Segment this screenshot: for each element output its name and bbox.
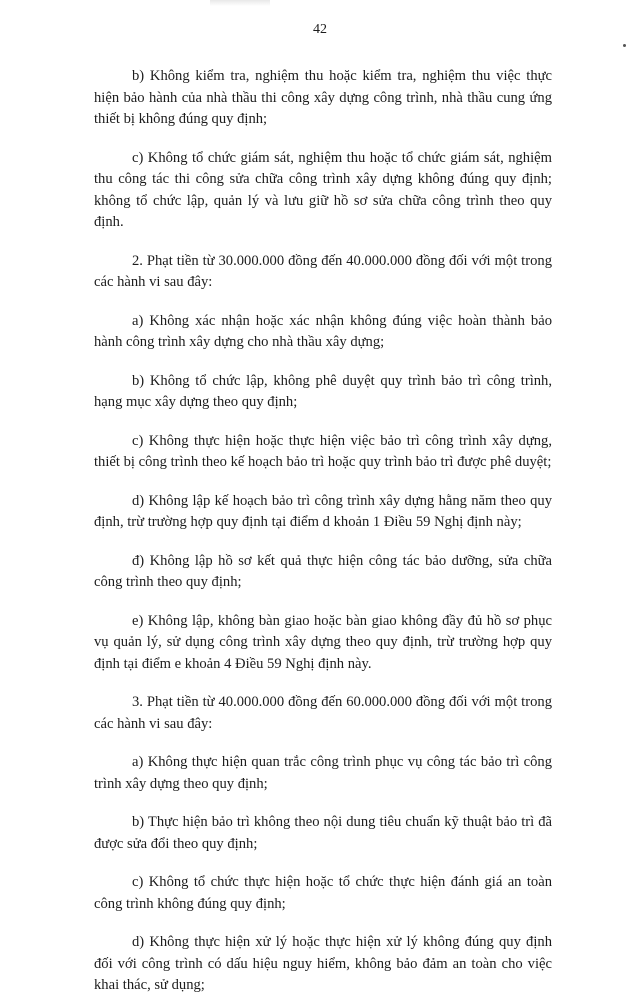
paragraph-clause-2-fine: 2. Phạt tiền từ 30.000.000 đồng đến 40.000.000 đồng đối với một trong các hành vi sau đây: [94, 252, 552, 290]
paragraph-a-monitoring: a) Không thực hiện quan trắc công trình phục vụ công tác bảo trì công trình xây dựng theo quy định; [94, 754, 552, 792]
scan-speck [623, 44, 626, 47]
paragraph-d-annual-maintenance-plan: d) Không lập kế hoạch bảo trì công trình xây dựng hằng năm theo quy định, trừ trường hợp quy định tại điểm d khoản 1 Điều 59 Nghị định này; [94, 492, 552, 530]
paragraph-a-warranty-confirmation: a) Không xác nhận hoặc xác nhận không đúng việc hoàn thành bảo hành công trình xây dựng cho nhà thầu xây dựng; [94, 312, 552, 350]
paragraph-b-maintenance-procedure: b) Không tổ chức lập, không phê duyệt quy trình bảo trì công trình, hạng mục xây dựng theo quy định; [94, 372, 552, 410]
document-body [94, 66, 552, 997]
paragraph-d-dangerous-structure: d) Không thực hiện xử lý hoặc thực hiện xử lý không đúng quy định đối với công trình có dấu hiệu nguy hiểm, không bảo đảm an toàn cho việc khai thác, sử dụng; [94, 934, 552, 993]
paragraph-e-handover-records: e) Không lập, không bàn giao hoặc bàn giao không đầy đủ hồ sơ phục vụ quản lý, sử dụng công trình xây dựng theo quy định, trừ trường hợp quy định tại điểm e khoản 4 Điều 59 Nghị định này. [94, 612, 552, 672]
page-number: 42 [313, 22, 327, 37]
paragraph-b-warranty-inspection: b) Không kiểm tra, nghiệm thu hoặc kiểm tra, nghiệm thu việc thực hiện bảo hành của nhà thầu thi công xây dựng công trình, nhà thầu cung ứng thiết bị không đúng quy định; [94, 68, 552, 127]
paragraph-c-safety-assessment: c) Không tổ chức thực hiện hoặc tổ chức thực hiện đánh giá an toàn công trình không đúng quy định; [94, 874, 552, 912]
paragraph-dd-maintenance-records: đ) Không lập hồ sơ kết quả thực hiện công tác bảo dưỡng, sửa chữa công trình theo quy định; [94, 552, 552, 590]
paragraph-b-maintenance-standard: b) Thực hiện bảo trì không theo nội dung tiêu chuẩn kỹ thuật bảo trì đã được sửa đổi theo quy định; [94, 814, 552, 852]
paragraph-clause-3-fine: 3. Phạt tiền từ 40.000.000 đồng đến 60.000.000 đồng đối với một trong các hành vi sau đây: [94, 694, 552, 732]
scan-smudge [210, 0, 270, 6]
paragraph-c-repair-supervision: c) Không tổ chức giám sát, nghiệm thu hoặc tổ chức giám sát, nghiệm thu công tác thi công sửa chữa công trình xây dựng không đúng quy định; không tổ chức lập, quản lý và lưu giữ hồ sơ sửa chữa công trình theo quy định. [94, 149, 552, 230]
paragraph-c-maintenance-execution: c) Không thực hiện hoặc thực hiện việc bảo trì công trình xây dựng, thiết bị công trình theo kế hoạch bảo trì hoặc quy trình bảo trì được phê duyệt; [94, 432, 552, 470]
